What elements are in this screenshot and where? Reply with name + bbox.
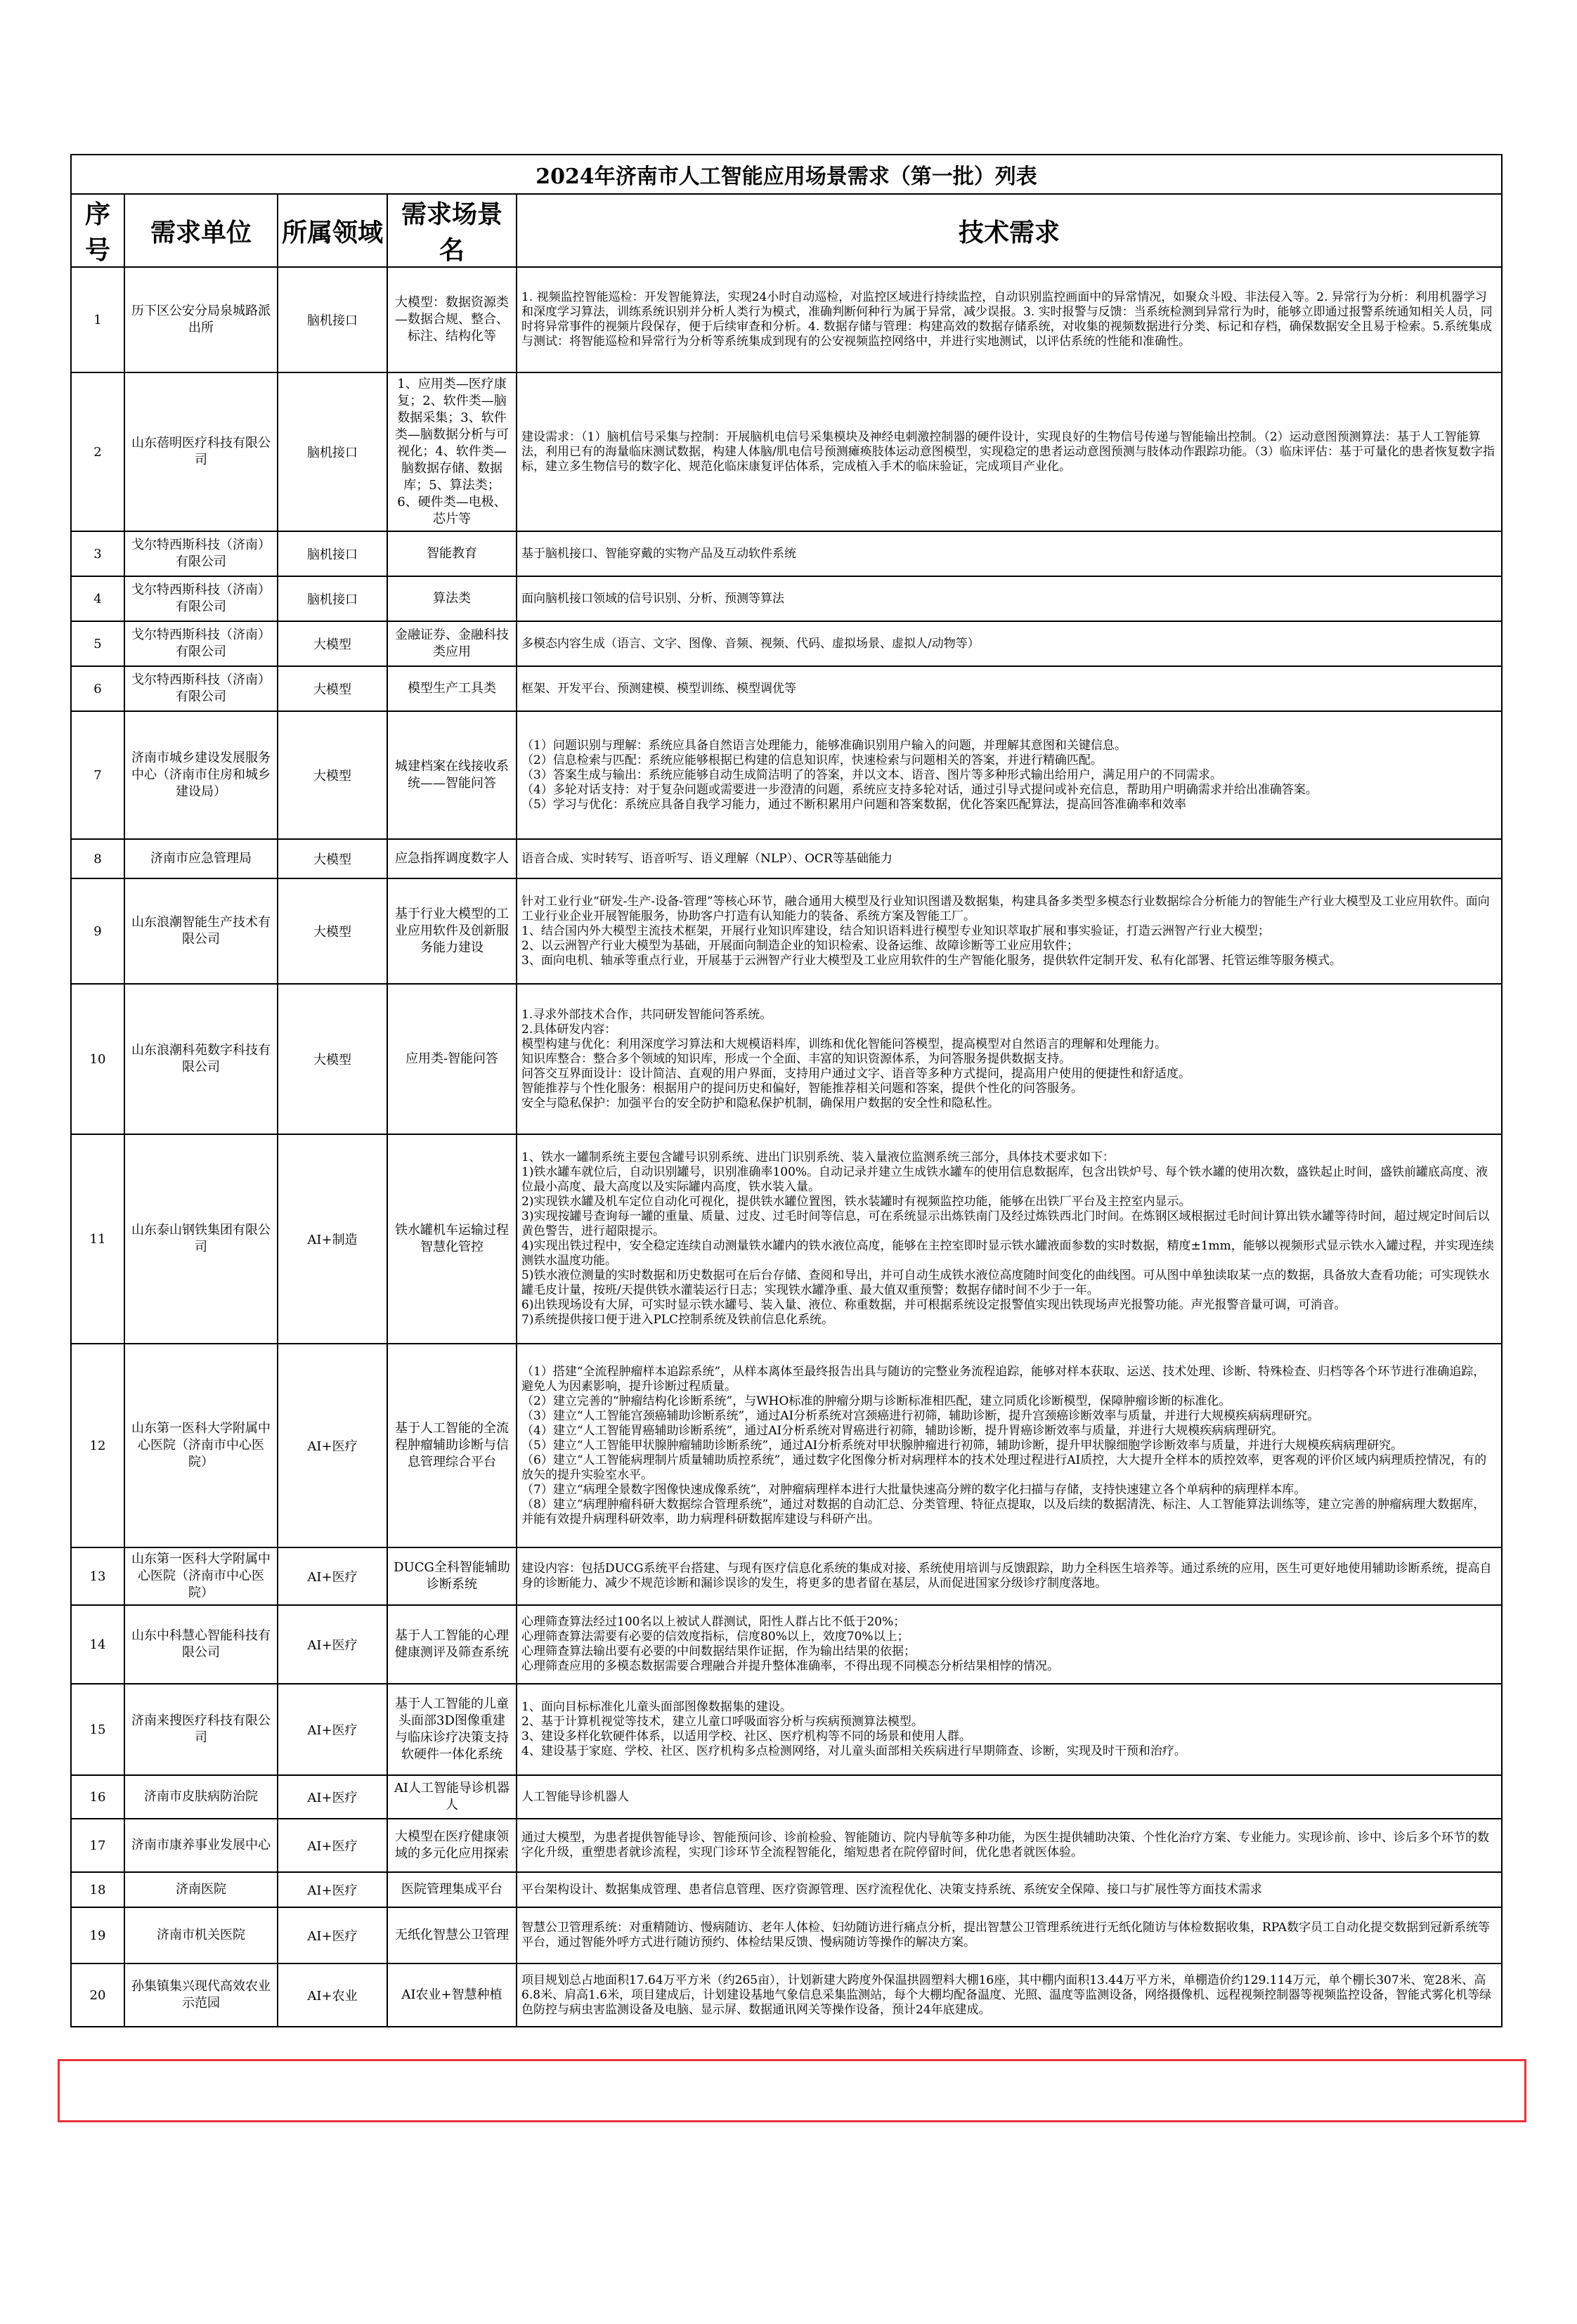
demand-unit: 戈尔特西斯科技（济南）有限公司 — [124, 531, 278, 576]
demand-unit: 历下区公安分局泉城路派出所 — [124, 267, 278, 372]
demand-unit: 济南市城乡建设发展服务中心（济南市住房和城乡建设局） — [124, 711, 278, 839]
demand-unit: 山东浪潮智能生产技术有限公司 — [124, 878, 278, 984]
domain-field: AI+医疗 — [278, 1907, 387, 1963]
row-number: 8 — [71, 839, 124, 878]
scenario-name: 模型生产工具类 — [387, 666, 517, 711]
domain-field: 大模型 — [278, 711, 387, 839]
row-number: 5 — [71, 621, 124, 666]
row-number: 13 — [71, 1547, 124, 1605]
tech-requirement: 框架、开发平台、预测建模、模型训练、模型调优等 — [517, 666, 1502, 711]
scenario-name: DUCG全科智能辅助诊断系统 — [387, 1547, 517, 1605]
scenario-name: 基于人工智能的儿童头面部3D图像重建与临床诊疗决策支持软硬件一体化系统 — [387, 1684, 517, 1775]
domain-field: 脑机接口 — [278, 531, 387, 576]
row-number: 4 — [71, 576, 124, 621]
row-number: 18 — [71, 1872, 124, 1907]
header-unit: 需求单位 — [124, 194, 278, 267]
tech-requirement: 1、铁水一罐制系统主要包含罐号识别系统、进出门识别系统、装入量液位监测系统三部分，具体技术要求如下： 1)铁水罐车就位后，自动识别罐号，识别准确率100%。自动记录并建立生成铁水罐车的使用信息数据库，包含出铁炉号、每个铁水罐的使用次数，盛铁起止时间，盛铁前罐底高度、液位最小高度、最大高度以及实际罐内高度，铁水装入量。 2)实现铁水罐及机车定位自动化可视化，提供铁水罐位置图，铁水装罐时有视频监控功能，能够在出铁厂平台及主控室内显示。 3)实现按罐号查询每一罐的重量、质量、过皮、过毛时间等信息，可在系统显示出炼铁南门及经过炼铁西北门时间。在炼钢区域根据过毛时间计算出铁水罐等待时间，超过规定时间后以黄色警告，进行超限提示。 4)实现出铁过程中，安全稳定连续自动测量铁水罐内的铁水液位高度，能够在主控室即时显示铁水罐液面参数的实时数据，精度±1mm，能够以视频形式显示铁水入罐过程，并实现连续测铁水温度功能。 5)铁水液位测量的实时数据和历史数据可在后台存储、查阅和导出，并可自动生成铁水液位高度随时间变化的曲线图。可从图中单独读取某一点的数据，具备放大查看功能；可实现铁水罐毛皮计量，按班/天提供铁水灌装运行日志；实现铁水罐净重、最大值双重预警；数据存储时间不少于一年。 6)出铁现场设有大屏，可实时显示铁水罐号、装入量、液位、称重数据，并可根据系统设定报警值实现出铁现场声光报警功能。声光报警音量可调，可消音。 7)系统提供接口便于进入PLC控制系统及铁前信息化系统。 — [517, 1134, 1502, 1344]
table-row — [71, 1907, 1502, 1963]
row-number: 7 — [71, 711, 124, 839]
table-row — [71, 1963, 1502, 2027]
header-num: 序号 — [71, 194, 124, 267]
table-row — [71, 878, 1502, 984]
tech-requirement: 建设需求：（1）脑机信号采集与控制：开展脑机电信号采集模块及神经电刺激控制器的硬件设计，实现良好的生物信号传递与智能输出控制。（2）运动意图预测算法：基于人工智能算法，利用已有的海量临床测试数据，构建人体脑/肌电信号预测瘫痪肢体运动意图模型，实现稳定的患者运动意图预测与肢体动作跟踪功能。（3）临床评估：基于可量化的患者恢复数字指标，建立多生物信号的数字化、规范化临床康复评估体系，完成植入手术的临床验证，完成项目产业化。 — [517, 372, 1502, 531]
header-scene: 需求场景名 — [387, 194, 517, 267]
demand-unit: 山东中科慧心智能科技有限公司 — [124, 1605, 278, 1684]
domain-field: AI+医疗 — [278, 1605, 387, 1684]
domain-field: 大模型 — [278, 878, 387, 984]
scenario-name: 应用类-智能问答 — [387, 984, 517, 1134]
tech-requirement: 通过大模型，为患者提供智能导诊、智能预问诊、诊前检验、智能随访、院内导航等多种功能，为医生提供辅助决策、个性化治疗方案、专业能力。实现诊前、诊中、诊后多个环节的数字化升级，重塑患者就诊流程，实现门诊环节全流程智能化，缩短患者在院停留时间，优化患者就医体验。 — [517, 1819, 1502, 1872]
demand-unit: 戈尔特西斯科技（济南）有限公司 — [124, 621, 278, 666]
table-row — [71, 1819, 1502, 1872]
tech-requirement: 1.寻求外部技术合作，共同研发智能问答系统。 2.具体研发内容： 模型构建与优化：利用深度学习算法和大规模语料库，训练和优化智能问答模型，提高模型对自然语言的理解和处理能力。 知识库整合：整合多个领域的知识库，形成一个全面、丰富的知识资源体系，为问答服务提供数据支持。 问答交互界面设计：设计简洁、直观的用户界面，支持用户通过文字、语音等多种方式提问，提高用户使用的便捷性和舒适度。 智能推荐与个性化服务：根据用户的提问历史和偏好，智能推荐相关问题和答案，提供个性化的问答服务。 安全与隐私保护：加强平台的安全防护和隐私保护机制，确保用户数据的安全性和隐私性。 — [517, 984, 1502, 1134]
domain-field: 大模型 — [278, 984, 387, 1134]
table-row — [71, 576, 1502, 621]
domain-field: AI+医疗 — [278, 1547, 387, 1605]
row-number: 3 — [71, 531, 124, 576]
domain-field: AI+医疗 — [278, 1344, 387, 1547]
row-number: 2 — [71, 372, 124, 531]
scenario-name: 1、应用类—医疗康复；2、软件类—脑数据采集；3、软件类—脑数据分析与可视化；4、软件类—脑数据存储、数据库；5、算法类；6、硬件类—电极、芯片等 — [387, 372, 517, 531]
row-number: 1 — [71, 267, 124, 372]
scenario-name: 无纸化智慧公卫管理 — [387, 1907, 517, 1963]
row-number: 19 — [71, 1907, 124, 1963]
domain-field: 脑机接口 — [278, 576, 387, 621]
table-row — [71, 839, 1502, 878]
tech-requirement: 多模态内容生成（语言、文字、图像、音频、视频、代码、虚拟场景、虚拟人/动物等） — [517, 621, 1502, 666]
demand-unit: 戈尔特西斯科技（济南）有限公司 — [124, 666, 278, 711]
scenario-name: 大模型：数据资源类—数据合规、整合、标注、结构化等 — [387, 267, 517, 372]
tech-requirement: 语音合成、实时转写、语音听写、语义理解（NLP）、OCR等基础能力 — [517, 839, 1502, 878]
domain-field: 脑机接口 — [278, 372, 387, 531]
table-row — [71, 1344, 1502, 1547]
tech-requirement: （1）问题识别与理解：系统应具备自然语言处理能力，能够准确识别用户输入的问题，并理解其意图和关键信息。 （2）信息检索与匹配：系统应能够根据已构建的信息知识库，快速检索与问题相关的答案，并进行精确匹配。 （3）答案生成与输出：系统应能够自动生成简洁明了的答案，并以文本、语音、图片等多种形式输出给用户，满足用户的不同需求。 （4）多轮对话支持：对于复杂问题或需要进一步澄清的问题，系统应支持多轮对话，通过引导式提问或补充信息，帮助用户明确需求并给出准确答案。 （5）学习与优化：系统应具备自我学习能力，通过不断积累用户问题和答案数据，优化答案匹配算法，提高回答准确率和效率 — [517, 711, 1502, 839]
header-row — [71, 194, 1502, 267]
table-row — [71, 711, 1502, 839]
row-number: 6 — [71, 666, 124, 711]
row-number: 17 — [71, 1819, 124, 1872]
tech-requirement: 面向脑机接口领域的信号识别、分析、预测等算法 — [517, 576, 1502, 621]
domain-field: AI+医疗 — [278, 1819, 387, 1872]
table-row — [71, 531, 1502, 576]
scenario-name: 大模型在医疗健康领域的多元化应用探索 — [387, 1819, 517, 1872]
requirements-sheet — [70, 154, 1501, 2027]
tech-requirement: 智慧公卫管理系统：对重精随访、慢病随访、老年人体检、妇幼随访进行痛点分析，提出智慧公卫管理系统进行无纸化随访与体检数据收集，RPA数字员工自动化提交数据到冠新系统等平台，通过智能外呼方式进行随访预约、体检结果反馈、慢病随访等操作的解决方案。 — [517, 1907, 1502, 1963]
demand-unit: 济南市机关医院 — [124, 1907, 278, 1963]
row-number: 20 — [71, 1963, 124, 2027]
header-tech: 技术需求 — [517, 194, 1502, 267]
scenario-name: 城建档案在线接收系统——智能问答 — [387, 711, 517, 839]
table-row — [71, 1872, 1502, 1907]
domain-field: 脑机接口 — [278, 267, 387, 372]
table-row — [71, 666, 1502, 711]
table-row — [71, 621, 1502, 666]
scenario-name: AI农业+智慧种植 — [387, 1963, 517, 2027]
tech-requirement: 1、面向目标标准化儿童头面部图像数据集的建设。 2、基于计算机视觉等技术，建立儿童口呼吸面容分析与疾病预测算法模型。 3、建设多样化软硬件体系，以适用学校、社区、医疗机构等不同的场景和使用人群。 4、建设基于家庭、学校、社区、医疗机构多点检测网络，对儿童头面部相关疾病进行早期筛查、诊断，实现及时干预和治疗。 — [517, 1684, 1502, 1775]
scenario-name: 算法类 — [387, 576, 517, 621]
domain-field: AI+农业 — [278, 1963, 387, 2027]
demand-unit: 孙集镇集兴现代高效农业示范园 — [124, 1963, 278, 2027]
domain-field: 大模型 — [278, 621, 387, 666]
scenario-name: 铁水罐机车运输过程智慧化管控 — [387, 1134, 517, 1344]
domain-field: 大模型 — [278, 839, 387, 878]
scenario-name: 智能教育 — [387, 531, 517, 576]
row-number: 11 — [71, 1134, 124, 1344]
tech-requirement: 基于脑机接口、智能穿戴的实物产品及互动软件系统 — [517, 531, 1502, 576]
row-number: 14 — [71, 1605, 124, 1684]
row-number: 16 — [71, 1775, 124, 1819]
row-number: 12 — [71, 1344, 124, 1547]
requirements-table — [70, 154, 1503, 2027]
scenario-name: 基于行业大模型的工业应用软件及创新服务能力建设 — [387, 878, 517, 984]
table-row — [71, 1134, 1502, 1344]
scenario-name: 基于人工智能的全流程肿瘤辅助诊断与信息管理综合平台 — [387, 1344, 517, 1547]
scenario-name: AI人工智能导诊机器人 — [387, 1775, 517, 1819]
tech-requirement: 1. 视频监控智能巡检：开发智能算法，实现24小时自动巡检，对监控区域进行持续监控，自动识别监控画面中的异常情况，如聚众斗殴、非法侵入等。2. 异常行为分析：利用机器学习和深度学习算法，训练系统识别并分析人类行为模式，准确判断何种行为属于异常，减少误报。3. 实时报警与反馈：当系统检测到异常行为时，能够立即通过报警系统通知相关人员，同时将异常事件的视频片段保存，便于后续审查和分析。4. 数据存储与管理：构建高效的数据存储系统，对收集的视频数据进行分类、标记和存档，确保数据安全且易于检索。5.系统集成与测试：将智能巡检和异常行为分析等系统集成到现有的公安视频监控网络中，并进行实地测试，以评估系统的性能和准确性。 — [517, 267, 1502, 372]
tech-requirement: 心理筛查算法经过100名以上被试人群测试，阳性人群占比不低于20%； 心理筛查算法需要有必要的信效度指标，信度80%以上，效度70%以上； 心理筛查算法输出要有必要的中间数据结果作证据，作为输出结果的依据； 心理筛查应用的多模态数据需要合理融合并提升整体准确率，不得出现不同模态分析结果相悖的情况。 — [517, 1605, 1502, 1684]
header-field: 所属领域 — [278, 194, 387, 267]
domain-field: AI+制造 — [278, 1134, 387, 1344]
domain-field: 大模型 — [278, 666, 387, 711]
tech-requirement: 平台架构设计、数据集成管理、患者信息管理、医疗资源管理、医疗流程优化、决策支持系统、系统安全保障、接口与扩展性等方面技术需求 — [517, 1872, 1502, 1907]
table-row — [71, 267, 1502, 372]
demand-unit: 山东第一医科大学附属中心医院（济南市中心医院） — [124, 1344, 278, 1547]
scenario-name: 金融证券、金融科技类应用 — [387, 621, 517, 666]
table-row — [71, 1684, 1502, 1775]
demand-unit: 济南市皮肤病防治院 — [124, 1775, 278, 1819]
scenario-name: 基于人工智能的心理健康测评及筛查系统 — [387, 1605, 517, 1684]
row-19-highlight-box — [58, 2059, 1526, 2122]
demand-unit: 济南来搜医疗科技有限公司 — [124, 1684, 278, 1775]
tech-requirement: 针对工业行业“研发-生产-设备-管理”等核心环节，融合通用大模型及行业知识图谱及数据集，构建具备多类型多模态行业数据综合分析能力的智能生产行业大模型及工业应用软件。面向工业行业企业开展智能服务，协助客户打造有认知能力的装备、系统方案及智能工厂。 1、结合国内外大模型主流技术框架，开展行业知识库建设，结合知识语料进行模型专业知识萃取扩展和事实验证，打造云洲智产行业大模型； 2、以云洲智产行业大模型为基础，开展面向制造企业的知识检索、设备运维、故障诊断等工业应用软件； 3、面向电机、轴承等重点行业，开展基于云洲智产行业大模型及工业应用软件的生产智能化服务，提供软件定制开发、私有化部署、托管运维等服务模式。 — [517, 878, 1502, 984]
demand-unit: 济南医院 — [124, 1872, 278, 1907]
tech-requirement: 建设内容：包括DUCG系统平台搭建、与现有医疗信息化系统的集成对接、系统使用培训与反馈跟踪，助力全科医生培养等。通过系统的应用，医生可更好地使用辅助诊断系统，提高自身的诊断能力、减少不规范诊断和漏诊误诊的发生，将更多的患者留在基层，从而促进国家分级诊疗制度落地。 — [517, 1547, 1502, 1605]
demand-unit: 山东第一医科大学附属中心医院（济南市中心医院） — [124, 1547, 278, 1605]
table-row — [71, 1547, 1502, 1605]
tech-requirement: 项目规划总占地面积17.64万平方米（约265亩），计划新建大跨度外保温拱圆塑料大棚16座，其中棚内面积13.44万平方米，单棚造价约129.114万元，单个棚长307米、宽28米、高6.8米、肩高1.6米，项目建成后，计划建设基地气象信息采集监测站，每个大棚均配备温度、光照、温度等监测设备，网络摄像机、远程视频控制器等视频监控设备，智能式雾化机等绿色防控与病虫害监测设备及电脑、显示屏、数据通讯网关等操作设备，预计24年底建成。 — [517, 1963, 1502, 2027]
row-number: 15 — [71, 1684, 124, 1775]
table-row — [71, 1775, 1502, 1819]
demand-unit: 济南市康养事业发展中心 — [124, 1819, 278, 1872]
row-number: 9 — [71, 878, 124, 984]
tech-requirement: 人工智能导诊机器人 — [517, 1775, 1502, 1819]
table-row — [71, 984, 1502, 1134]
domain-field: AI+医疗 — [278, 1872, 387, 1907]
scenario-name: 医院管理集成平台 — [387, 1872, 517, 1907]
table-row — [71, 372, 1502, 531]
tech-requirement: （1）搭建“全流程肿瘤样本追踪系统”，从样本离体至最终报告出具与随访的完整业务流程追踪，能够对样本获取、运送、技术处理、诊断、特殊检查、归档等各个环节进行准确追踪，避免人为因素影响，提升诊断过程质量。 （2）建立完善的“肿瘤结构化诊断系统”，与WHO标准的肿瘤分期与诊断标准相匹配，建立同质化诊断模型，保障肿瘤诊断的标准化。 （3）建立“人工智能宫颈癌辅助诊断系统”，通过AI分析系统对宫颈癌进行初筛，辅助诊断，提升宫颈癌诊断效率与质量，并进行大规模疾病病理研究。 （4）建立“人工智能胃癌辅助诊断系统”，通过AI分析系统对胃癌进行初筛，辅助诊断，提升胃癌诊断效率与质量，并进行大规模疾病病理研究。 （5）建立“人工智能甲状腺肿瘤辅助诊断系统”，通过AI分析系统对甲状腺肿瘤进行初筛，辅助诊断，提升甲状腺细胞学诊断效率与质量，并进行大规模疾病病理研究。 （6）建立“人工智能病理制片质量辅助质控系统”，通过数字化图像分析对病理样本的技术处理过程进行AI质控，大大提升全样本的质控效率，更客观的评价区域内病理质控情况，有的放矢的提升实验室水平。 （7）建立“病理全景数字图像快速成像系统”，对肿瘤病理样本进行大批量快速高分辨的数字化扫描与存储，支持快速建立各个单病种的病理样本库。 （8）建立“病理肿瘤科研大数据综合管理系统”，通过对数据的自动汇总、分类管理、特征点提取，以及后续的数据清洗、标注、人工智能算法训练等，建立完善的肿瘤病理大数据库，并能有效提升病理科研效率，助力病理科研数据库建设与科研产出。 — [517, 1344, 1502, 1547]
demand-unit: 戈尔特西斯科技（济南）有限公司 — [124, 576, 278, 621]
domain-field: AI+医疗 — [278, 1775, 387, 1819]
domain-field: AI+医疗 — [278, 1684, 387, 1775]
demand-unit: 山东浪潮科苑数字科技有限公司 — [124, 984, 278, 1134]
table-row — [71, 1605, 1502, 1684]
table-title: 2024年济南市人工智能应用场景需求（第一批）列表 — [71, 155, 1502, 194]
scenario-name: 应急指挥调度数字人 — [387, 839, 517, 878]
demand-unit: 济南市应急管理局 — [124, 839, 278, 878]
demand-unit: 山东蓓明医疗科技有限公司 — [124, 372, 278, 531]
row-number: 10 — [71, 984, 124, 1134]
demand-unit: 山东泰山钢铁集团有限公司 — [124, 1134, 278, 1344]
